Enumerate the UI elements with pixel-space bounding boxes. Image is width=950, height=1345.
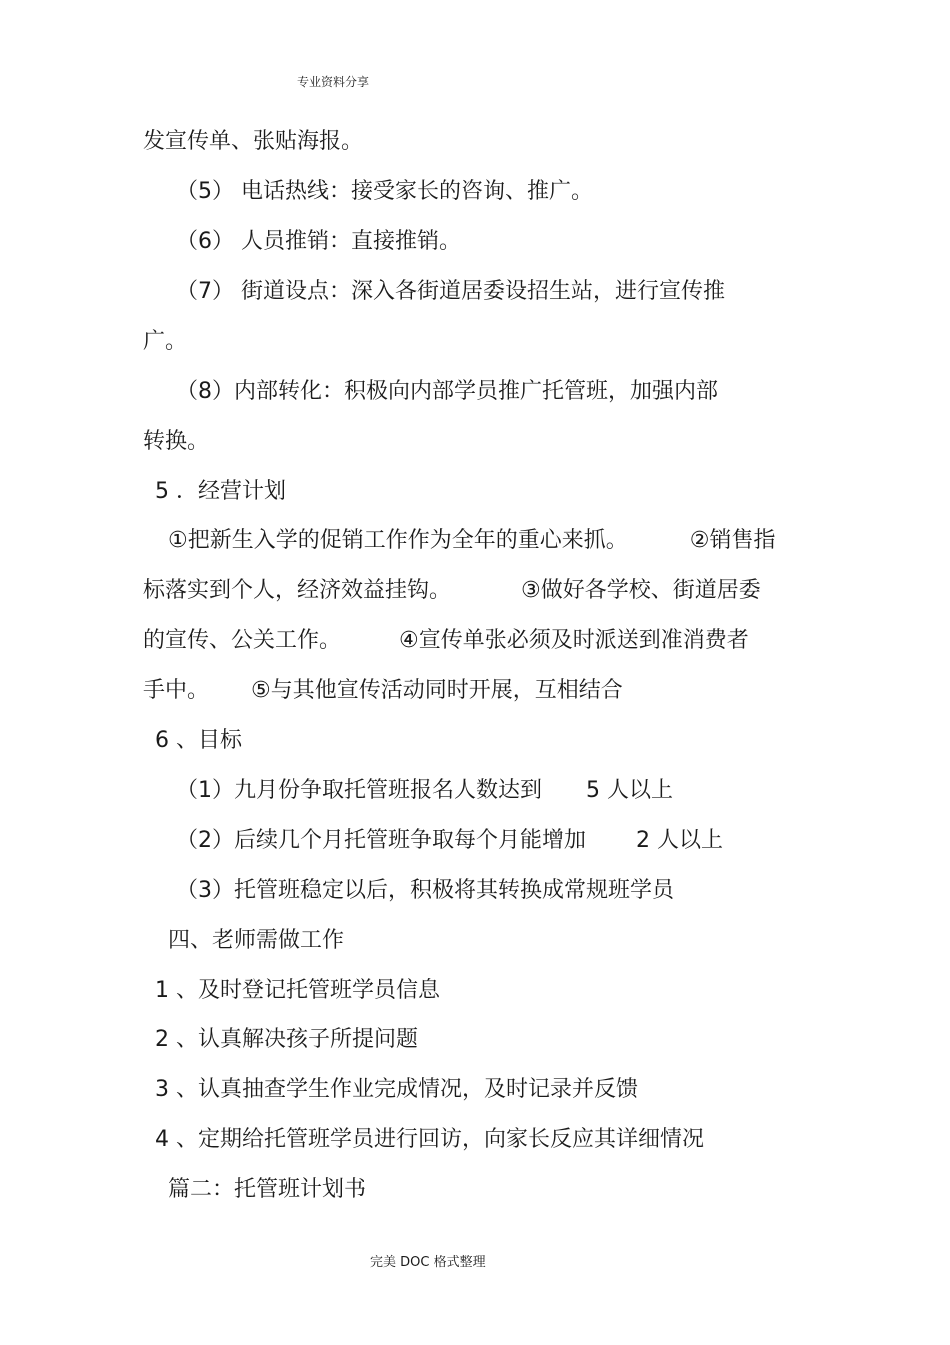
text-segment: ⑤与其他宣传活动同时开展，互相结合: [251, 678, 623, 703]
list-item: 4 、定期给托管班学员进行回访，向家长反应其详细情况: [155, 1127, 704, 1152]
section-heading: 四、老师需做工作: [168, 928, 345, 953]
paragraph-line: [143, 576, 761, 606]
list-item: [176, 826, 723, 856]
list-item: （6） 人员推销：直接推销。: [176, 229, 461, 254]
section-heading: 6 、目标: [155, 728, 242, 753]
paragraph-line: [168, 526, 775, 556]
list-item: （3）托管班稳定以后，积极将其转换成常规班学员: [176, 878, 674, 903]
section-heading: 5 ．经营计划: [155, 479, 286, 504]
paragraph-line: [143, 676, 623, 706]
list-item: 2 、认真解决孩子所提问题: [155, 1027, 418, 1052]
list-item: 3 、认真抽查学生作业完成情况，及时记录并反馈: [155, 1077, 638, 1102]
paragraph-line: 发宣传单、张贴海报。: [143, 129, 364, 154]
text-segment: ④宣传单张必须及时派送到准消费者: [399, 628, 749, 653]
text-segment: （2）后续几个月托管班争取每个月能增加: [176, 828, 586, 853]
text-segment: 的宣传、公关工作。: [143, 628, 342, 653]
page-footer: 完美 DOC 格式整理: [370, 1255, 486, 1270]
list-item: 1 、及时登记托管班学员信息: [155, 978, 440, 1003]
text-segment: 2 人以上: [636, 828, 723, 853]
text-segment: ②销售指: [689, 528, 776, 553]
text-segment: 标落实到个人，经济效益挂钩。: [143, 578, 452, 603]
text-segment: ③做好各学校、街道居委: [521, 578, 761, 603]
list-item: [176, 776, 673, 806]
list-item: （5） 电话热线：接受家长的咨询、推广。: [176, 179, 593, 204]
paragraph-line: 广。: [143, 329, 188, 354]
text-segment: 手中。: [143, 678, 210, 703]
text-segment: 5 人以上: [586, 778, 673, 803]
paragraph-line: [143, 626, 749, 656]
paragraph-line: 转换。: [143, 429, 210, 454]
page-header: 专业资料分享: [297, 75, 370, 89]
list-item: （7） 街道设点：深入各街道居委设招生站，进行宣传推: [176, 279, 725, 304]
text-segment: （1）九月份争取托管班报名人数达到: [176, 778, 542, 803]
section-heading: 篇二：托管班计划书: [168, 1177, 367, 1202]
list-item: （8）内部转化：积极向内部学员推广托管班，加强内部: [176, 379, 718, 404]
text-segment: ①把新生入学的促销工作作为全年的重心来抓。: [168, 528, 628, 553]
